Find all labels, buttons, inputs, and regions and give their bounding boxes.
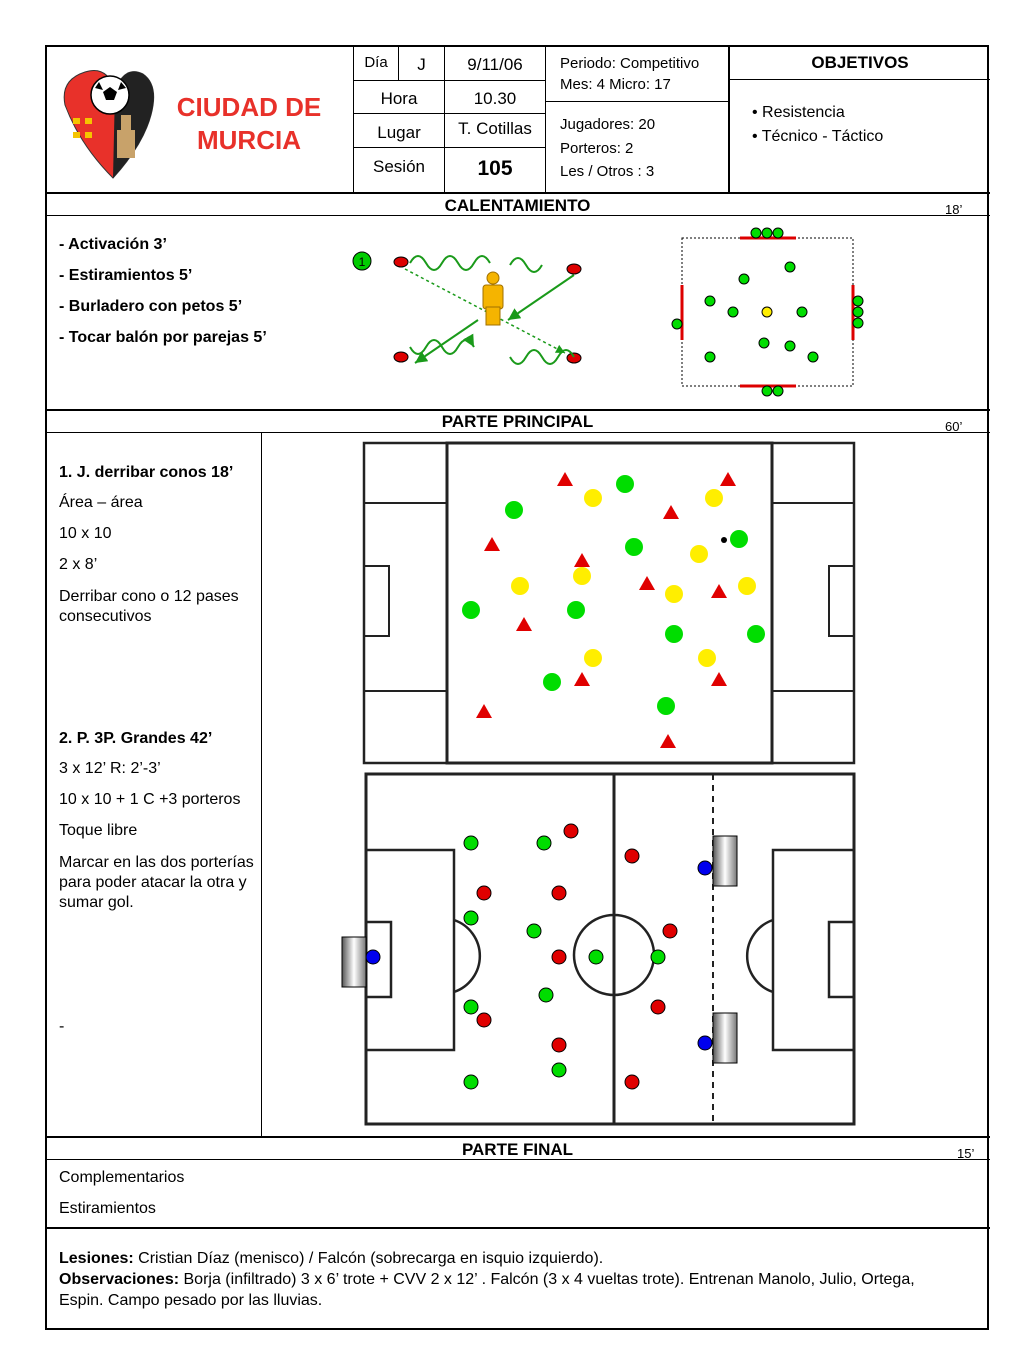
- exercise1-line: Área – área: [59, 494, 143, 511]
- notes-block: [59, 1248, 959, 1311]
- player-marker: 1: [358, 255, 366, 269]
- final-item: Complementarios: [59, 1169, 185, 1186]
- exercise2-title: 2. P. 3P. Grandes 42’: [59, 730, 213, 747]
- warmup-diagram-burladero: [340, 225, 600, 385]
- warmup-item: - Activación 3’: [59, 236, 167, 253]
- objetivo-item: • Técnico - Táctico: [752, 128, 884, 145]
- club-logo: [55, 60, 160, 185]
- warmup-item: - Tocar balón por parejas 5’: [59, 329, 267, 346]
- exercise2-line: 3 x 12’ R: 2’-3’: [59, 760, 161, 777]
- warmup-item: - Burladero con petos 5’: [59, 298, 243, 315]
- field-diagram-derribar-conos: [362, 441, 857, 766]
- dia-value: J: [417, 55, 426, 74]
- mes-micro: Mes: 4 Micro: 17: [560, 76, 671, 93]
- minutes-calentamiento: 18’: [945, 202, 963, 217]
- lugar-value: T. Cotillas: [458, 119, 532, 138]
- lugar-label: Lugar: [377, 123, 421, 142]
- minutes-final: 15’: [957, 1146, 975, 1161]
- exercise1-line: Derribar cono o 12 pases consecutivos: [59, 588, 239, 625]
- objetivo-item: • Resistencia: [752, 104, 845, 121]
- observaciones-row: [59, 1269, 959, 1311]
- club-name-line2: MURCIA: [197, 125, 301, 155]
- section-title-calentamiento: CALENTAMIENTO: [444, 196, 591, 215]
- session-date: 9/11/06: [467, 55, 523, 74]
- lesiones-row: [59, 1248, 959, 1269]
- objetivos-title: OBJETIVOS: [811, 53, 909, 72]
- lesiones-label: Lesiones:: [59, 1250, 134, 1267]
- exercise2-line: Marcar en las dos porterías para poder atacar la otra y sumar gol.: [59, 854, 254, 911]
- field-diagram-porterias-grandes: [338, 770, 858, 1130]
- final-item: Estiramientos: [59, 1200, 156, 1217]
- jugadores: Jugadores: 20: [560, 116, 656, 133]
- porteros: Porteros: 2: [560, 140, 634, 157]
- minutes-principal: 60’: [945, 419, 963, 434]
- warmup-diagram-square: [670, 225, 870, 400]
- periodo: Periodo: Competitivo: [560, 55, 700, 72]
- observaciones-text: Borja (infiltrado) 3 x 6’ trote + CVV 2 x 12’ . Falcón (3 x 4 vueltas trote). Entrenan Manolo, Julio, Ortega, Espin. Campo pesado por las lluvias.: [59, 1271, 915, 1309]
- hora-label: Hora: [380, 89, 418, 108]
- warmup-item: - Estiramientos 5’: [59, 267, 193, 284]
- exercise2-line: Toque libre: [59, 822, 138, 839]
- sesion-value: 105: [477, 157, 513, 180]
- hora-value: 10.30: [473, 89, 517, 108]
- observaciones-label: Observaciones:: [59, 1271, 180, 1288]
- exercise1-title: 1. J. derribar conos 18’: [59, 464, 234, 481]
- lesiones-text: Cristian Díaz (menisco) / Falcón (sobrecarga en isquio izquierdo).: [133, 1250, 604, 1267]
- exercise2-line: 10 x 10 + 1 C +3 porteros: [59, 791, 241, 808]
- section-title-final: PARTE FINAL: [461, 1140, 574, 1159]
- dash: -: [59, 1018, 65, 1035]
- exercise1-line: 10 x 10: [59, 525, 112, 542]
- les-otros: Les / Otros : 3: [560, 163, 655, 180]
- section-title-principal: PARTE PRINCIPAL: [441, 412, 594, 431]
- exercise1-line: 2 x 8’: [59, 556, 98, 573]
- club-name-line1: CIUDAD DE: [176, 92, 322, 122]
- dia-label: Día: [364, 54, 388, 71]
- sesion-label: Sesión: [373, 157, 425, 176]
